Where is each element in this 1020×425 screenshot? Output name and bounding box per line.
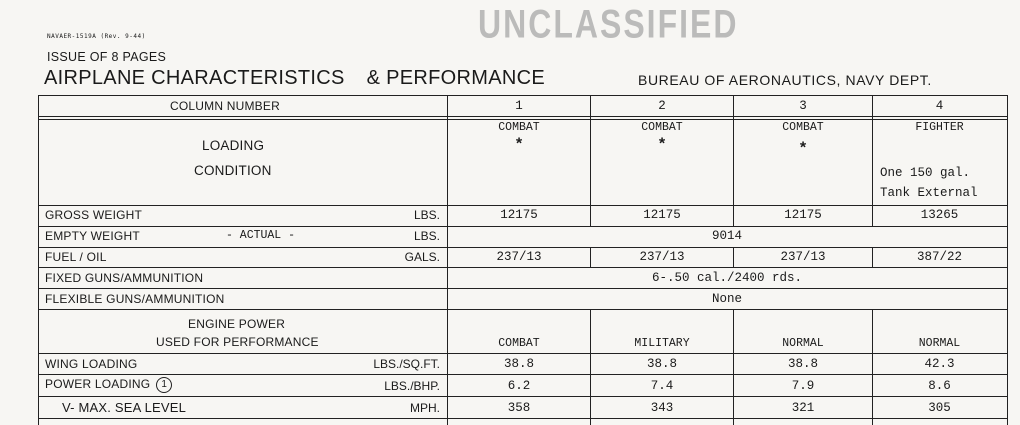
- condition-4: FIGHTER: [915, 121, 964, 134]
- condition-3: COMBAT: [782, 121, 824, 134]
- fixed-guns-value: 6-.50 cal./2400 rds.: [651, 271, 803, 285]
- empty-weight-label: EMPTY WEIGHT: [45, 229, 140, 243]
- condition-2: COMBAT: [641, 121, 683, 134]
- engine-power-col-3: NORMAL: [782, 337, 824, 350]
- table-rule: [38, 353, 1007, 354]
- fixed-guns-label: FIXED GUNS/AMMUNITION: [45, 271, 204, 285]
- form-number: NAVAER-1519A (Rev. 9-44): [47, 33, 146, 40]
- empty-weight-value: 9014: [711, 229, 742, 243]
- wing-loading-col-4: 42.3: [924, 357, 955, 371]
- table-rule: [38, 396, 1007, 397]
- table-rule: [590, 95, 591, 226]
- vmax-sea-level-col-3: 321: [791, 401, 815, 415]
- column-header-3: 3: [799, 99, 807, 113]
- condition-2-asterisk: *: [657, 136, 667, 154]
- table-rule: [38, 267, 1007, 268]
- vmax-sea-level-unit: MPH.: [410, 401, 440, 415]
- table-rule: [38, 288, 1007, 289]
- classification-stamp: UNCLASSIFIED: [478, 1, 739, 47]
- gross-weight-col-3: 12175: [784, 208, 822, 222]
- table-rule: [38, 374, 1007, 375]
- footnote-1-marker: 1: [156, 377, 172, 393]
- vmax-sea-level-col-2: 343: [650, 401, 674, 415]
- gross-weight-label: GROSS WEIGHT: [45, 208, 143, 222]
- column-header-2: 2: [658, 99, 666, 113]
- power-loading-col-3: 7.9: [791, 379, 815, 393]
- condition-1-asterisk: *: [514, 136, 524, 154]
- document-title: [44, 67, 545, 90]
- table-rule: [38, 95, 1007, 96]
- title-amp: & PERFORMANCE: [366, 67, 545, 89]
- fuel-oil-col-2: 237/13: [639, 250, 685, 264]
- column-number-label: COLUMN NUMBER: [170, 99, 280, 113]
- fuel-oil-col-4: 387/22: [916, 250, 962, 264]
- vmax-sea-level-col-4: 305: [928, 401, 951, 415]
- vmax-sea-level-col-1: 358: [507, 401, 531, 415]
- table-rule: [38, 226, 1007, 227]
- power-loading-text: POWER LOADING: [45, 377, 151, 392]
- gross-weight-col-1: 12175: [500, 208, 538, 222]
- condition-3-asterisk: *: [798, 140, 808, 158]
- engine-power-col-2: MILITARY: [634, 337, 690, 350]
- column-header-4: 4: [935, 99, 944, 113]
- engine-power-col-1: COMBAT: [498, 337, 540, 350]
- flexible-guns-value: None: [711, 292, 742, 306]
- flexible-guns-label: FLEXIBLE GUNS/AMMUNITION: [45, 292, 225, 306]
- wing-loading-unit: LBS./SQ.FT.: [373, 357, 440, 371]
- empty-weight-unit: LBS.: [413, 229, 440, 243]
- loading-label: LOADING: [202, 138, 265, 153]
- engine-power-sublabel: USED FOR PERFORMANCE: [156, 335, 319, 349]
- gross-weight-unit: LBS.: [413, 208, 440, 222]
- fuel-oil-col-3: 237/13: [780, 250, 826, 264]
- wing-loading-label: WING LOADING: [45, 357, 138, 371]
- fuel-oil-unit: GALS.: [404, 250, 440, 264]
- issue-line: ISSUE OF 8 PAGES: [47, 50, 167, 64]
- table-rule: [38, 309, 1007, 310]
- bureau-heading: BUREAU OF AERONAUTICS, NAVY DEPT.: [638, 72, 932, 88]
- column-header-1: 1: [515, 99, 523, 113]
- table-rule: [38, 119, 1007, 120]
- table-rule: [38, 247, 1007, 248]
- empty-weight-sublabel: - ACTUAL -: [226, 229, 296, 242]
- wing-loading-col-2: 38.8: [646, 357, 677, 371]
- condition-4-note-1: One 150 gal.: [880, 166, 971, 180]
- power-loading-unit: LBS./BHP.: [384, 379, 440, 393]
- power-loading-col-1: 6.2: [507, 379, 531, 393]
- fuel-oil-label: FUEL / OIL: [45, 250, 107, 264]
- condition-1: COMBAT: [498, 121, 540, 134]
- table-rule: [733, 95, 734, 226]
- power-loading-col-2: 7.4: [650, 379, 674, 393]
- condition-4-note-2: Tank External: [880, 186, 978, 200]
- power-loading-col-4: 8.6: [928, 379, 951, 393]
- table-rule: [38, 116, 1007, 117]
- condition-label: CONDITION: [194, 163, 272, 178]
- table-rule: [38, 205, 1007, 206]
- engine-power-label: ENGINE POWER: [188, 317, 286, 331]
- title-text: AIRPLANE CHARACTERISTICS: [44, 67, 345, 89]
- power-loading-label: [45, 377, 172, 393]
- engine-power-col-4: NORMAL: [918, 337, 961, 350]
- vmax-sea-level-label: V- MAX. SEA LEVEL: [62, 400, 187, 415]
- wing-loading-col-1: 38.8: [503, 357, 534, 371]
- gross-weight-col-4: 13265: [920, 208, 959, 222]
- table-rule: [38, 418, 1007, 419]
- gross-weight-col-2: 12175: [643, 208, 681, 222]
- wing-loading-col-3: 38.8: [787, 357, 818, 371]
- table-rule: [872, 95, 873, 226]
- fuel-oil-col-1: 237/13: [496, 250, 542, 264]
